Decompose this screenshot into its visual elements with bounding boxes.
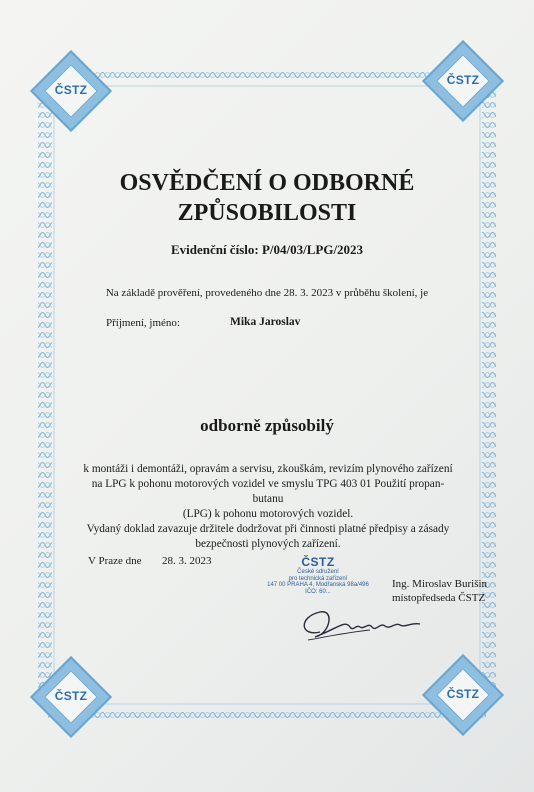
scope-line: Vydaný doklad zavazuje držitele dodržovat při činnosti platné předpisy a zásady <box>86 523 450 535</box>
stamp-line: 147 00 PRAHA 4, Modřanská 98a/496 <box>267 582 369 588</box>
certificate-title-line2: ZPŮSOBILOSTI <box>177 200 357 226</box>
basis-statement: Na základě prověření, provedeného dne 28. 3. 2023 v průběhu školení, je <box>105 287 429 299</box>
issue-date: 28. 3. 2023 <box>162 555 212 567</box>
record-number: Evidenční číslo: P/04/03/LPG/2023 <box>170 242 364 257</box>
stamp-line: IČO: 60... <box>305 588 331 595</box>
scope-line: k montáži i demontáži, opravám a servisu, zkouškám, revizím plynového zařízení <box>83 463 453 475</box>
competence-heading: odborně způsobilý <box>200 416 334 435</box>
scope-line: (LPG) k pohonu motorových vozidel. <box>182 508 354 520</box>
cstz-emblem-top-left: ČSTZ <box>36 56 106 126</box>
scope-line: na LPG k pohonu motorových vozidel ve smyslu TPG 403 01 Použití propan-butanu <box>91 478 445 505</box>
cstz-emblem-bottom-right: ČSTZ <box>428 660 498 730</box>
stamp-line: České sdružení <box>297 569 339 575</box>
surname-value: Mika Jaroslav <box>230 316 301 328</box>
signer-role: místopředseda ČSTZ <box>392 592 486 604</box>
scope-line: bezpečnosti plynových zařízení. <box>195 538 341 550</box>
handwritten-signature <box>290 592 440 652</box>
place-label: V Praze dne <box>88 555 142 567</box>
scope-text <box>78 462 458 552</box>
official-stamp <box>258 555 378 595</box>
stamp-line: pro technická zařízení <box>288 575 348 582</box>
cstz-emblem-top-right: ČSTZ <box>428 46 498 116</box>
stamp-logo: ČSTZ <box>301 555 335 569</box>
surname-label: Příjmení, jméno: <box>106 317 180 329</box>
certificate-title-line1: OSVĚDČENÍ O ODBORNÉ <box>119 170 415 196</box>
cstz-emblem-bottom-left: ČSTZ <box>36 662 106 732</box>
signer-name: Ing. Miroslav Burišin <box>392 578 488 590</box>
